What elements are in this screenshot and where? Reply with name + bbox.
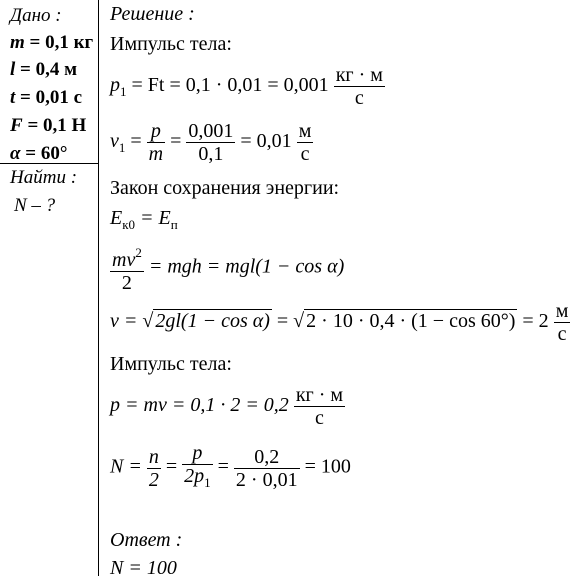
- solution-title: Решение :: [110, 3, 195, 25]
- p1-equation: $p_1 = Ft = 0,1 \cdot 0,01 = 0,001$ $\frac{кг \cdot м}{с}$: [110, 64, 383, 109]
- find-title: Найти :: [10, 167, 78, 188]
- given-alpha: α = 60°: [10, 143, 68, 164]
- v1-equation: $v_1$ = $\frac{p}{m}$ = $\frac{0,001}{0,1}$ = 0,01 $\frac{м}{с}$: [110, 120, 312, 165]
- vertical-divider: [98, 0, 99, 576]
- answer-title: Ответ :: [110, 529, 183, 551]
- given-F: F = 0,1 Н: [10, 115, 87, 136]
- impulse-label-1: Импульс тела:: [110, 33, 232, 55]
- answer: N = 100: [110, 557, 177, 579]
- given-m: m = 0,1 кг: [10, 32, 94, 53]
- impulse-label-2: Импульс тела:: [110, 353, 232, 375]
- p-equation: p = mv = 0,1 · 2 = 0,2 $\frac{кг \cdot м}{с}$: [110, 384, 344, 429]
- N-equation: N = $\frac{n}{2}$ = $\frac{p}{2p_1}$ = $\frac{0,2}{2 \cdot 0,01}$ = 100: [110, 442, 351, 491]
- given-t: t = 0,01 с: [10, 87, 83, 108]
- energy-label: Закон сохранения энергии:: [110, 177, 340, 199]
- energy-equation: $E_{к0} = E_п$: [110, 207, 178, 232]
- v-equation: v = √ 2gl(1 − cos α) = √ 2 · 10 · 0,4 · (1 − cos 60°) = 2 $\frac{м}{с}$: [110, 300, 569, 345]
- given-l: l = 0,4 м: [10, 59, 78, 80]
- given-title: Дано :: [10, 5, 62, 26]
- mgh-equation: $\frac{mv^2}{2}$ = mgh = mgl(1 − cos α): [110, 242, 344, 294]
- find-item: N – ?: [14, 195, 56, 216]
